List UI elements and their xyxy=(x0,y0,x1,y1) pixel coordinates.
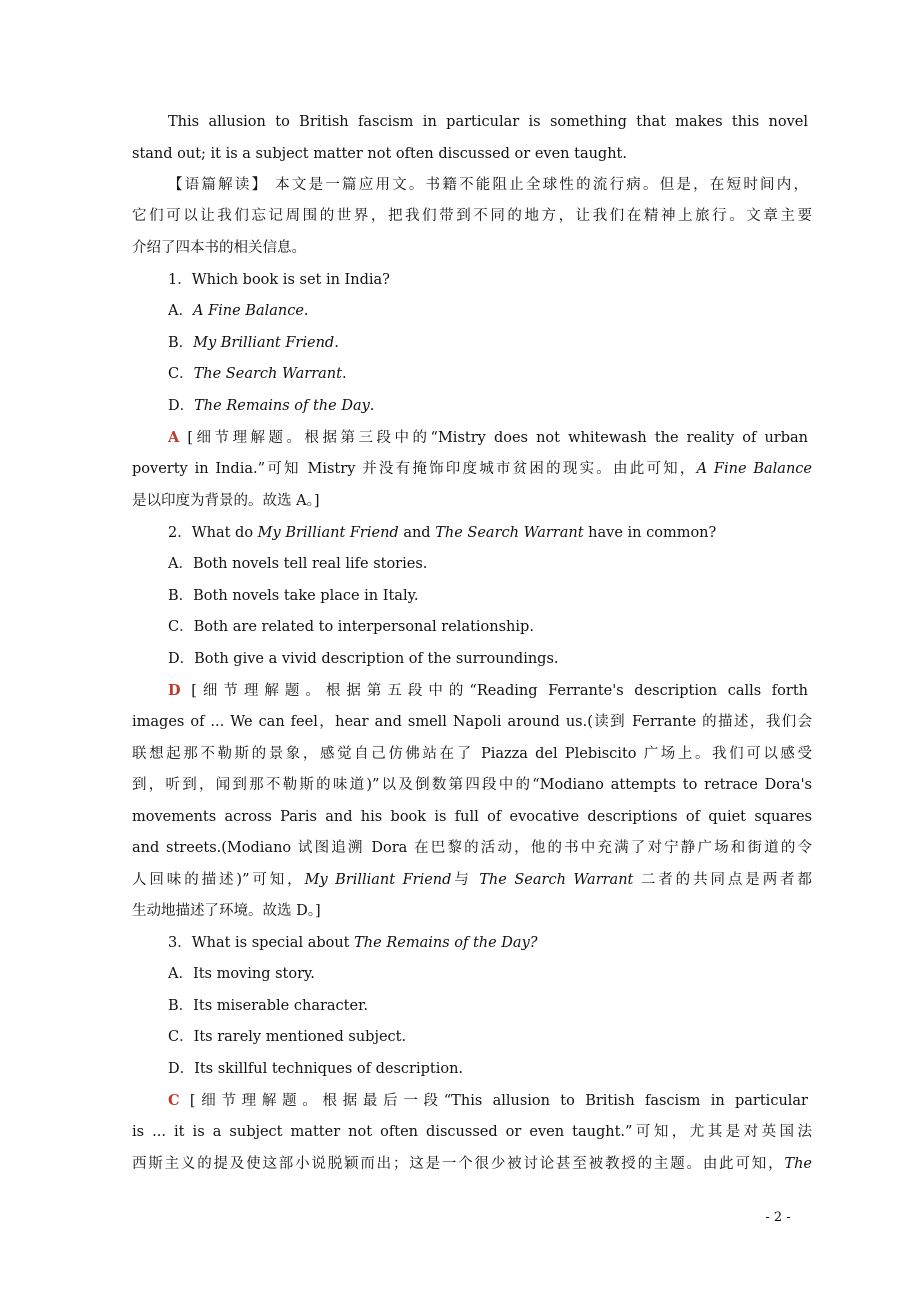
option-d: D．Its skillful techniques of description. xyxy=(168,1061,464,1077)
text-line xyxy=(132,1149,812,1179)
explanation-text: [细节理解题。根据第五段中的“Reading Ferrante's description calls forth xyxy=(180,683,808,699)
option-b xyxy=(168,328,808,358)
answer-letter: A xyxy=(168,429,180,446)
option-b: B．Both novels take place in Italy. xyxy=(168,588,419,604)
text-line: 介绍了四本书的相关信息。 xyxy=(132,240,306,256)
book-title: My Brilliant Friend xyxy=(257,525,399,541)
option-label: D． xyxy=(168,398,195,414)
text-line: movements across Paris and his book is full of evocative descriptions of quiet squares xyxy=(132,809,812,825)
explanation-text: [细节理解题。根据第三段中的“Mistry does not whitewash the reality of urban xyxy=(179,430,808,446)
explanation-text: 西斯主义的提及使这部小说脱颖而出；这是一个很少被讨论甚至被教授的主题。由此可知， xyxy=(132,1156,785,1172)
book-title: The Remains of the Day xyxy=(194,398,370,414)
text-line xyxy=(132,865,812,895)
question-text: and xyxy=(398,525,436,541)
answer-letter: D xyxy=(168,682,181,699)
text-line: 到，听到，闻到那不勒斯的味道)”以及倒数第四段中的“Modiano attempts to retrace Dora's xyxy=(132,777,812,793)
text-line: is ... it is a subject matter not often discussed or even taught.”可知，尤其是对英国法 xyxy=(132,1124,812,1140)
text-line: 它们可以让我们忘记周围的世界，把我们带到不同的地方，让我们在精神上旅行。文章主要 xyxy=(132,208,812,224)
question-text: 2．What do xyxy=(168,525,258,541)
book-title: A Fine Balance xyxy=(696,461,812,477)
explanation-text: [细节理解题。根据最后一段“This allusion to British fascism in particular xyxy=(179,1093,808,1109)
option-c xyxy=(168,359,808,389)
explanation-text: 二者的共同点是两者都 xyxy=(633,872,812,888)
explanation-text: 与 xyxy=(451,872,480,888)
book-title: My Brilliant Friend xyxy=(193,335,335,351)
explanation-text: 人回味的描述)”可知， xyxy=(132,872,305,888)
text-line: 【语篇解读】 本文是一篇应用文。书籍不能阻止全球性的流行病。但是，在短时间内， xyxy=(168,177,808,193)
text-line: 联想起那不勒斯的景象，感觉自己仿佛站在了 Piazza del Plebiscito 广场上。我们可以感受 xyxy=(132,746,812,762)
option-d xyxy=(168,391,808,421)
punct: . xyxy=(341,366,347,382)
book-title: The Remains of the Day? xyxy=(354,935,538,951)
book-title: The Search Warrant xyxy=(435,525,584,541)
answer-letter: C xyxy=(168,1092,180,1109)
option-a: A．Both novels tell real life stories. xyxy=(168,556,428,572)
option-d: D．Both give a vivid description of the surroundings. xyxy=(168,651,559,667)
option-b: B．Its miserable character. xyxy=(168,998,369,1014)
option-a: A．Its moving story. xyxy=(168,966,315,982)
book-title: The Search Warrant xyxy=(479,872,634,888)
book-title: My Brilliant Friend xyxy=(304,872,452,888)
option-label: A． xyxy=(168,303,193,319)
page-number: - 2 - xyxy=(765,1210,791,1225)
question-text: have in common? xyxy=(583,525,717,541)
question-1: 1．Which book is set in India? xyxy=(168,272,390,288)
question-text: 3．What is special about xyxy=(168,935,355,951)
explanation-text: poverty in India.”可知 Mistry 并没有掩饰印度城市贫困的现实。由此可知， xyxy=(132,461,697,477)
text-line: stand out; it is a subject matter not often discussed or even taught. xyxy=(132,146,627,162)
answer-explanation xyxy=(168,423,808,453)
book-title: A Fine Balance xyxy=(192,303,304,319)
book-title: The Search Warrant xyxy=(193,366,342,382)
punct: . xyxy=(334,335,339,351)
answer-explanation xyxy=(168,1086,808,1116)
text-line: This allusion to British fascism in particular is something that makes this novel xyxy=(168,114,808,130)
book-title: The xyxy=(784,1156,812,1172)
punct: . xyxy=(369,398,375,414)
question-2 xyxy=(168,518,808,548)
punct: . xyxy=(303,303,309,319)
option-label: C． xyxy=(168,366,194,382)
answer-explanation xyxy=(168,676,808,706)
option-label: B． xyxy=(168,335,194,351)
text-line: 是以印度为背景的。故选 A。] xyxy=(132,493,320,509)
text-line: images of ... We can feel，hear and smell Napoli around us.(读到 Ferrante 的描述，我们会 xyxy=(132,714,812,730)
text-line xyxy=(132,454,812,484)
option-c: C．Both are related to interpersonal relationship. xyxy=(168,619,534,635)
option-a xyxy=(168,296,808,326)
text-line: and streets.(Modiano 试图追溯 Dora 在巴黎的活动，他的书中充满了对宁静广场和街道的令 xyxy=(132,840,812,856)
question-3 xyxy=(168,928,808,958)
text-line: 生动地描述了环境。故选 D。] xyxy=(132,903,321,919)
option-c: C．Its rarely mentioned subject. xyxy=(168,1029,407,1045)
